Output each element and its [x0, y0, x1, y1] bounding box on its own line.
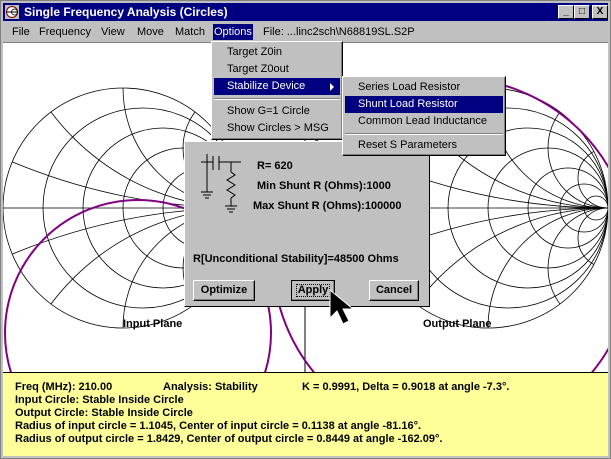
output-plane-label: Output Plane: [423, 318, 492, 330]
menu-frequency-label: Frequency: [39, 26, 91, 38]
menu-shunt-load-resistor[interactable]: Shunt Load Resistor: [345, 96, 503, 113]
min-shunt-value: Min Shunt R (Ohms):1000: [257, 180, 391, 192]
title-bar[interactable]: [3, 3, 608, 21]
menu-common-lead-inductance[interactable]: Common Lead Inductance: [358, 115, 488, 127]
menu-show-circles-msg[interactable]: Show Circles > MSG: [227, 122, 329, 134]
menu-view[interactable]: [100, 24, 126, 40]
menu-view-label: View: [101, 26, 125, 38]
menu-target-z0out[interactable]: Target Z0out: [227, 63, 289, 75]
menu-match[interactable]: [174, 24, 206, 40]
shunt-resistor-schematic-icon: [193, 152, 253, 217]
menu-show-g1-circle[interactable]: Show G=1 Circle: [227, 105, 310, 117]
status-input-circle: Input Circle: Stable Inside Circle: [15, 394, 184, 406]
resistor-value: R= 620: [257, 160, 293, 172]
menu-options-label: Options: [214, 26, 252, 38]
menu-bar: [3, 22, 608, 41]
minimize-button[interactable]: _: [558, 5, 574, 19]
window-title: Single Frequency Analysis (Circles): [24, 5, 228, 19]
cancel-button[interactable]: Cancel: [369, 280, 419, 301]
options-dropdown: [211, 41, 343, 140]
menu-match-label: Match: [175, 26, 205, 38]
menu-options[interactable]: [213, 24, 253, 40]
menu-target-z0in[interactable]: Target Z0in: [227, 46, 283, 58]
shunt-resistor-dialog: [184, 141, 430, 307]
status-analysis: Analysis: Stability: [163, 381, 258, 393]
menu-file[interactable]: [11, 24, 31, 40]
menu-move-label: Move: [137, 26, 164, 38]
status-panel: [3, 372, 608, 456]
menu-stabilize-device-label: Stabilize Device: [227, 80, 306, 92]
menu-series-load-resistor[interactable]: Series Load Resistor: [358, 81, 461, 93]
menu-move[interactable]: [136, 24, 165, 40]
optimize-button[interactable]: Optimize: [193, 280, 255, 301]
stabilize-submenu: [342, 76, 506, 156]
status-k-delta: K = 0.9991, Delta = 0.9018 at angle -7.3°.: [302, 381, 510, 393]
submenu-separator: [345, 133, 503, 135]
submenu-arrow-icon: [330, 83, 334, 91]
focus-rectangle: [296, 284, 330, 297]
apply-button-label: Apply: [297, 284, 329, 296]
menu-separator: [214, 98, 340, 100]
mouse-cursor-icon: [326, 288, 356, 328]
max-shunt-value: Max Shunt R (Ohms):100000: [253, 200, 402, 212]
status-input-radius: Radius of input circle = 1.1045, Center of input circle = 0.1138 at angle -81.16°.: [15, 420, 422, 432]
menu-reset-s-parameters[interactable]: Reset S Parameters: [358, 139, 458, 151]
status-frequency: Freq (MHz): 210.00: [15, 381, 113, 393]
close-button[interactable]: X: [592, 5, 608, 19]
menu-file-label: File: [12, 26, 30, 38]
unconditional-stability-value: R[Unconditional Stability]=48500 Ohms: [193, 253, 399, 265]
status-output-circle: Output Circle: Stable Inside Circle: [15, 407, 193, 419]
menu-stabilize-device[interactable]: [214, 78, 340, 95]
smith-chart-icon: [5, 5, 19, 19]
status-output-radius: Radius of output circle = 1.8429, Center of output circle = 0.8449 at angle -162.09°.: [15, 433, 443, 445]
maximize-button[interactable]: □: [574, 5, 590, 19]
menu-frequency[interactable]: [38, 24, 92, 40]
file-path-label: File: ...linc2sch\N68819SL.S2P: [263, 26, 415, 38]
input-plane-label: Input Plane: [123, 318, 183, 330]
